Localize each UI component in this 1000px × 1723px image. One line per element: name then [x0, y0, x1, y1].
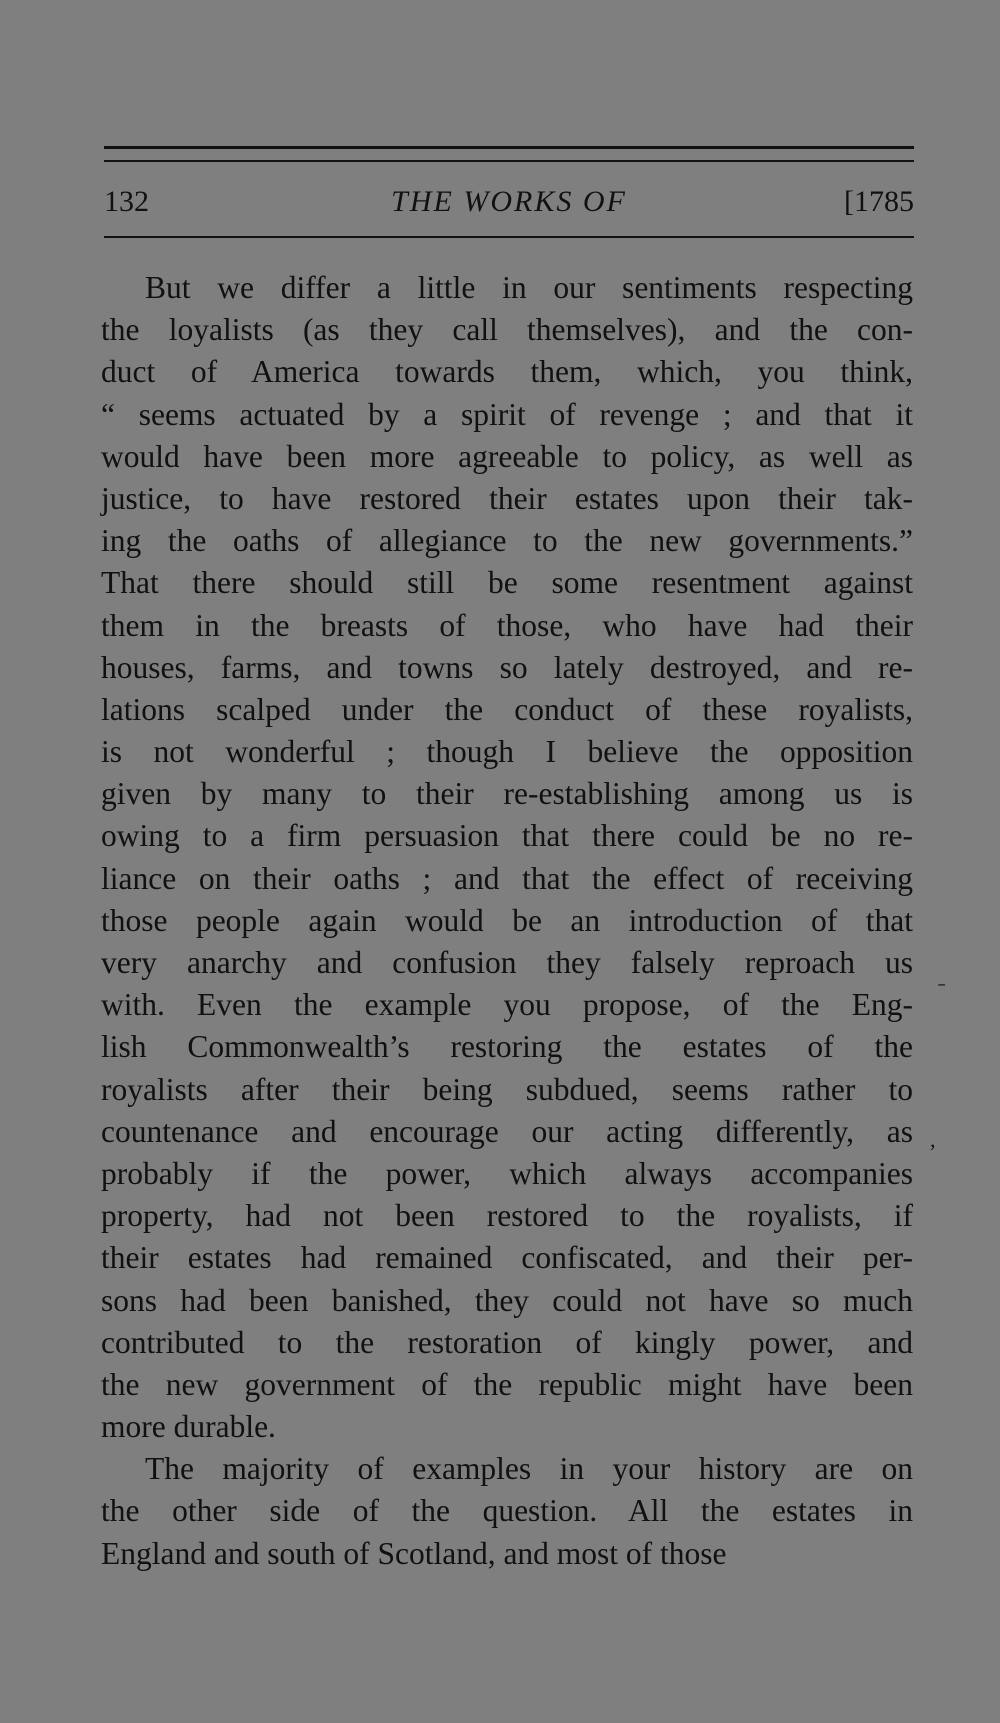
text-line: lish Commonwealth’s restoring the estates of the	[101, 1029, 913, 1065]
text-line: But we differ a little in our sentiments respecting	[145, 270, 913, 305]
page-number: 132	[104, 185, 149, 218]
text-line: countenance and encourage our acting differently, as	[101, 1113, 913, 1149]
running-title: THE WORKS OF	[391, 185, 627, 218]
text-line: The majority of examples in your history are on	[145, 1451, 913, 1487]
header-rule-bottom	[104, 236, 914, 238]
text-line: liance on their oaths ; and that the effect of receiving	[101, 860, 913, 896]
text-line: more durable.	[101, 1409, 276, 1445]
text-line: those people again would be an introduction of that	[101, 902, 913, 938]
margin-mark: ˉ	[938, 978, 946, 1003]
running-year: [1785	[844, 185, 914, 218]
text-line: given by many to their re-establishing among us is	[101, 776, 913, 812]
text-line: would have been more agreeable to policy, as well as	[101, 438, 913, 474]
text-line: ing the oaths of allegiance to the new governments.”	[101, 523, 913, 559]
text-line: houses, farms, and towns so lately destroyed, and re-	[101, 649, 913, 685]
text-line: very anarchy and confusion they falsely reproach us	[101, 945, 913, 980]
running-header	[104, 182, 914, 222]
text-line: sons had been banished, they could not have so much	[101, 1282, 913, 1318]
body-text	[101, 267, 913, 1575]
text-line: lations scalped under the conduct of these royalists,	[101, 691, 913, 727]
text-line: “ seems actuated by a spirit of revenge ; and that it	[101, 396, 913, 432]
text-line: duct of America towards them, which, you think,	[101, 354, 913, 390]
text-line: the loyalists (as they call themselves), and the con-	[101, 312, 913, 348]
text-line: That there should still be some resentment against	[101, 565, 913, 601]
text-line: probably if the power, which always accompanies	[101, 1155, 913, 1191]
text-line: England and south of Scotland, and most of those	[101, 1535, 727, 1571]
text-line: the other side of the question. All the estates in	[101, 1493, 913, 1529]
text-line: contributed to the restoration of kingly power, and	[101, 1324, 913, 1360]
text-line: with. Even the example you propose, of the Eng-	[101, 987, 913, 1023]
text-line: is not wonderful ; though I believe the opposition	[101, 734, 913, 770]
text-line: the new government of the republic might have been	[101, 1366, 913, 1402]
text-line: property, had not been restored to the royalists, if	[101, 1198, 913, 1234]
header-rule-top	[104, 146, 914, 149]
paragraph	[101, 267, 913, 1448]
text-line: owing to a firm persuasion that there could be no re-	[101, 818, 913, 854]
text-line: them in the breasts of those, who have had their	[101, 607, 913, 643]
text-line: their estates had remained confiscated, and their per-	[101, 1240, 913, 1276]
header-rule-second	[104, 160, 914, 162]
paragraph	[101, 1448, 913, 1575]
margin-mark: ,	[930, 1127, 936, 1152]
text-line: royalists after their being subdued, seems rather to	[101, 1071, 913, 1107]
text-line: justice, to have restored their estates upon their tak-	[101, 480, 913, 516]
